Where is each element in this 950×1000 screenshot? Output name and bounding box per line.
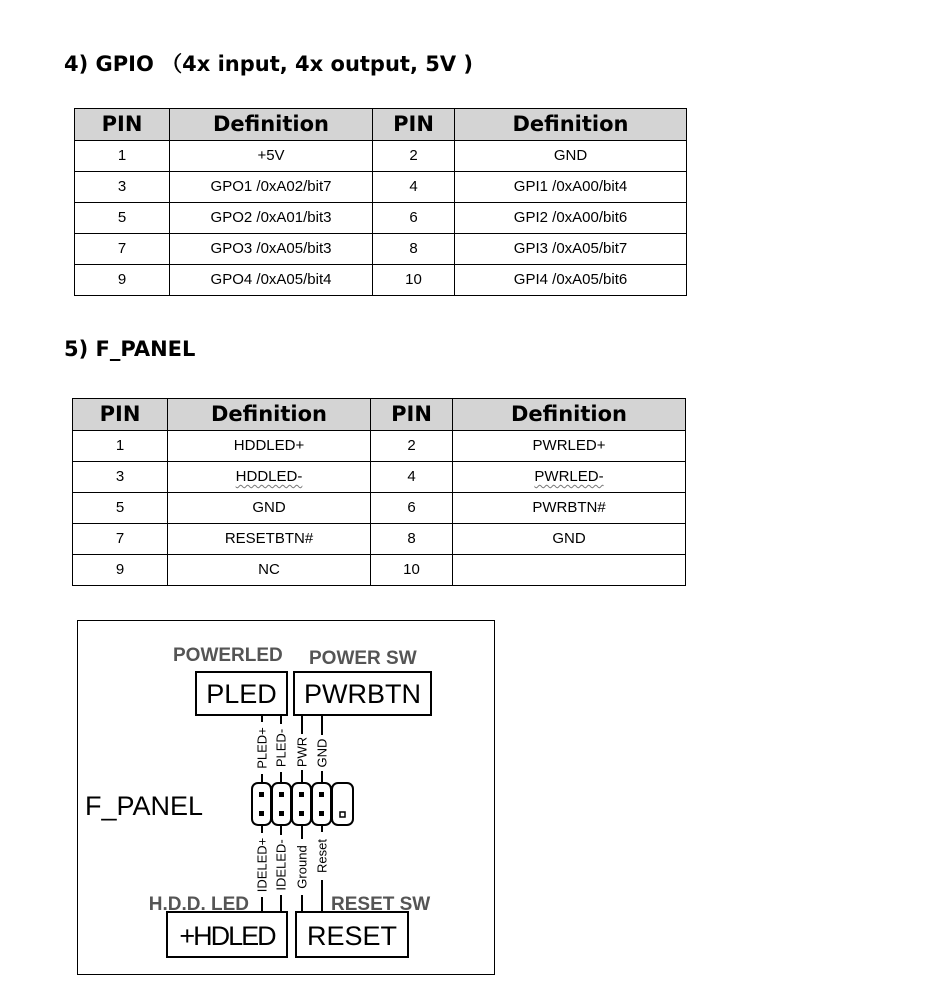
pin-definition: GND bbox=[455, 141, 687, 172]
table-header-row bbox=[75, 109, 687, 141]
pin-definition: PWRLED+ bbox=[453, 431, 686, 462]
column-header-definition: Definition bbox=[455, 109, 687, 141]
pin-definition: HDDLED+ bbox=[168, 431, 371, 462]
pin-definition: PWRBTN# bbox=[453, 493, 686, 524]
pin-definition-text: PWRLED- bbox=[534, 468, 604, 485]
reset-sw-group-label: RESET SW bbox=[331, 894, 431, 915]
pin-number: 1 bbox=[73, 431, 168, 462]
table-row bbox=[75, 203, 687, 234]
table-header-row bbox=[73, 399, 686, 431]
gpio-section-title: 4) GPIO （4x input, 4x output, 5V ) bbox=[64, 52, 474, 76]
power-sw-group-label: POWER SW bbox=[309, 648, 417, 669]
pin-label-ideled-plus: IDELED+ bbox=[254, 837, 270, 893]
pin-number: 8 bbox=[373, 234, 455, 265]
pin-definition: NC bbox=[168, 555, 371, 586]
fpanel-connector-diagram bbox=[77, 620, 495, 975]
gpio-pin-table bbox=[74, 108, 687, 296]
pin-label-gnd: GND bbox=[314, 738, 330, 768]
header-pin-7-8 bbox=[312, 783, 331, 825]
pin-number: 7 bbox=[73, 524, 168, 555]
pin-label-pwr: PWR bbox=[294, 736, 310, 768]
pin-definition: GPI1 /0xA00/bit4 bbox=[455, 172, 687, 203]
pin-definition: GND bbox=[168, 493, 371, 524]
header-pin-9-10 bbox=[332, 783, 353, 825]
pin-number: 9 bbox=[75, 265, 170, 296]
fpanel-pin-table bbox=[72, 398, 686, 586]
header-pin-5-6 bbox=[292, 783, 311, 825]
pin-definition: GPI2 /0xA00/bit6 bbox=[455, 203, 687, 234]
table-row bbox=[75, 141, 687, 172]
pin-number: 7 bbox=[75, 234, 170, 265]
pin-definition: RESETBTN# bbox=[168, 524, 371, 555]
fpanel-section-title: 5) F_PANEL bbox=[64, 337, 196, 361]
pin-number: 2 bbox=[373, 141, 455, 172]
column-header-pin: PIN bbox=[73, 399, 168, 431]
pled-box-label: PLED bbox=[206, 679, 277, 709]
powerled-group-label: POWERLED bbox=[173, 645, 283, 666]
column-header-pin: PIN bbox=[75, 109, 170, 141]
pin-label-reset: Reset bbox=[314, 839, 330, 873]
pin-number: 6 bbox=[371, 493, 453, 524]
pin-label-ideled-minus: IDELED- bbox=[273, 839, 289, 891]
table-row bbox=[75, 234, 687, 265]
header-connector bbox=[252, 783, 353, 825]
pin-definition: GPI3 /0xA05/bit7 bbox=[455, 234, 687, 265]
pin-number: 4 bbox=[371, 462, 453, 493]
pin-definition: GPO1 /0xA02/bit7 bbox=[170, 172, 373, 203]
table-row bbox=[73, 431, 686, 462]
pin-definition bbox=[453, 462, 686, 493]
table-row bbox=[73, 524, 686, 555]
table-row bbox=[73, 555, 686, 586]
fpanel-header-label: F_PANEL bbox=[85, 791, 204, 821]
pin-number: 6 bbox=[373, 203, 455, 234]
column-header-definition: Definition bbox=[453, 399, 686, 431]
pin-number: 1 bbox=[75, 141, 170, 172]
pin-number: 4 bbox=[373, 172, 455, 203]
pin-number: 3 bbox=[73, 462, 168, 493]
header-pin-3-4 bbox=[272, 783, 291, 825]
pin-label-ground: Ground bbox=[294, 845, 310, 889]
pin-number: 8 bbox=[371, 524, 453, 555]
pin-definition: +5V bbox=[170, 141, 373, 172]
pin-definition: GPI4 /0xA05/bit6 bbox=[455, 265, 687, 296]
table-row bbox=[75, 172, 687, 203]
column-header-definition: Definition bbox=[170, 109, 373, 141]
table-row bbox=[73, 462, 686, 493]
column-header-definition: Definition bbox=[168, 399, 371, 431]
pin-number: 9 bbox=[73, 555, 168, 586]
pin-number: 10 bbox=[371, 555, 453, 586]
pin-definition bbox=[168, 462, 371, 493]
pwrbtn-box-label: PWRBTN bbox=[304, 679, 421, 709]
pin-definition-text: HDDLED- bbox=[235, 468, 303, 485]
pin-definition: GPO2 /0xA01/bit3 bbox=[170, 203, 373, 234]
reset-box-label: RESET bbox=[306, 921, 398, 951]
hdled-box-label: +HDLED bbox=[179, 921, 275, 951]
pin-number: 3 bbox=[75, 172, 170, 203]
pin-definition: GPO4 /0xA05/bit4 bbox=[170, 265, 373, 296]
pin-number: 5 bbox=[73, 493, 168, 524]
column-header-pin: PIN bbox=[373, 109, 455, 141]
pin-definition bbox=[453, 555, 686, 586]
column-header-pin: PIN bbox=[371, 399, 453, 431]
table-row bbox=[75, 265, 687, 296]
pin-number: 2 bbox=[371, 431, 453, 462]
pin-label-pled-plus: PLED+ bbox=[254, 727, 270, 769]
hdd-led-group-label: H.D.D. LED bbox=[148, 894, 249, 915]
pin-label-pled-minus: PLED- bbox=[273, 728, 289, 768]
pin-number: 5 bbox=[75, 203, 170, 234]
pin-number: 10 bbox=[373, 265, 455, 296]
table-row bbox=[73, 493, 686, 524]
header-pin-1-2 bbox=[252, 783, 271, 825]
pin-definition: GPO3 /0xA05/bit3 bbox=[170, 234, 373, 265]
pin-definition: GND bbox=[453, 524, 686, 555]
